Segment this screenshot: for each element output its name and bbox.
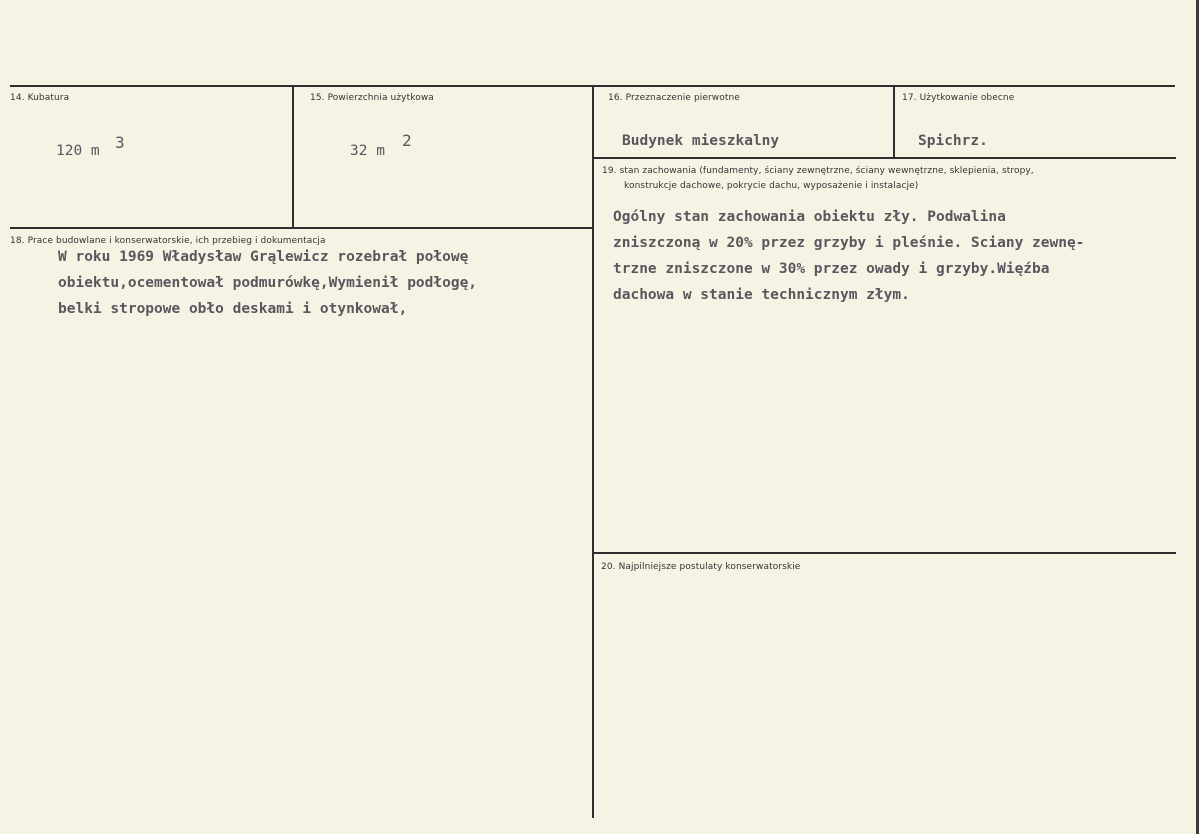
field-14-label: 14. Kubatura xyxy=(10,93,70,103)
field-19-line-3: trzne zniszczone w 30% przez owady i grzyby.Więźba xyxy=(613,261,1050,277)
field-17-label: 17. Użytkowanie obecne xyxy=(902,93,1015,103)
divider-left-right xyxy=(592,86,594,818)
rule-under-16-17 xyxy=(593,157,1176,159)
field-14-exponent: 3 xyxy=(115,133,125,152)
field-18-line-2: obiektu,ocementował podmurówkę,Wymienił podłogę, xyxy=(58,275,478,291)
field-18-line-3: belki stropowe obło deskami i otynkował, xyxy=(58,301,408,317)
field-18-line-1: W roku 1969 Władysław Grąlewicz rozebrał połowę xyxy=(58,249,469,265)
field-19-label-line-1: 19. stan zachowania (fundamenty, ściany zewnętrzne, ściany wewnętrzne, sklepienia, stropy, xyxy=(602,166,1034,176)
field-19-line-1: Ogólny stan zachowania obiektu zły. Podwalina xyxy=(613,209,1006,225)
rule-under-19 xyxy=(593,552,1176,554)
field-20-label: 20. Najpilniejsze postulaty konserwatorskie xyxy=(601,562,801,572)
divider-16-17 xyxy=(893,86,895,158)
field-18-label: 18. Prace budowlane i konserwatorskie, ich przebieg i dokumentacja xyxy=(10,236,326,246)
field-15-value: 32 m xyxy=(350,143,385,159)
field-16-value: Budynek mieszkalny xyxy=(622,133,780,149)
rule-under-14-15 xyxy=(10,227,594,229)
field-14-value: 120 m xyxy=(56,143,100,159)
field-19-line-2: zniszczoną w 20% przez grzyby i pleśnie. Sciany zewnę- xyxy=(613,235,1085,251)
field-16-label: 16. Przeznaczenie pierwotne xyxy=(608,93,740,103)
field-15-label: 15. Powierzchnia użytkowa xyxy=(310,93,434,103)
field-19-line-4: dachowa w stanie technicznym złym. xyxy=(613,287,910,303)
field-15-exponent: 2 xyxy=(402,131,412,150)
divider-14-15 xyxy=(292,86,294,228)
field-17-value: Spichrz. xyxy=(918,133,988,149)
field-19-label-line-2: konstrukcje dachowe, pokrycie dachu, wyposażenie i instalacje) xyxy=(624,181,919,191)
